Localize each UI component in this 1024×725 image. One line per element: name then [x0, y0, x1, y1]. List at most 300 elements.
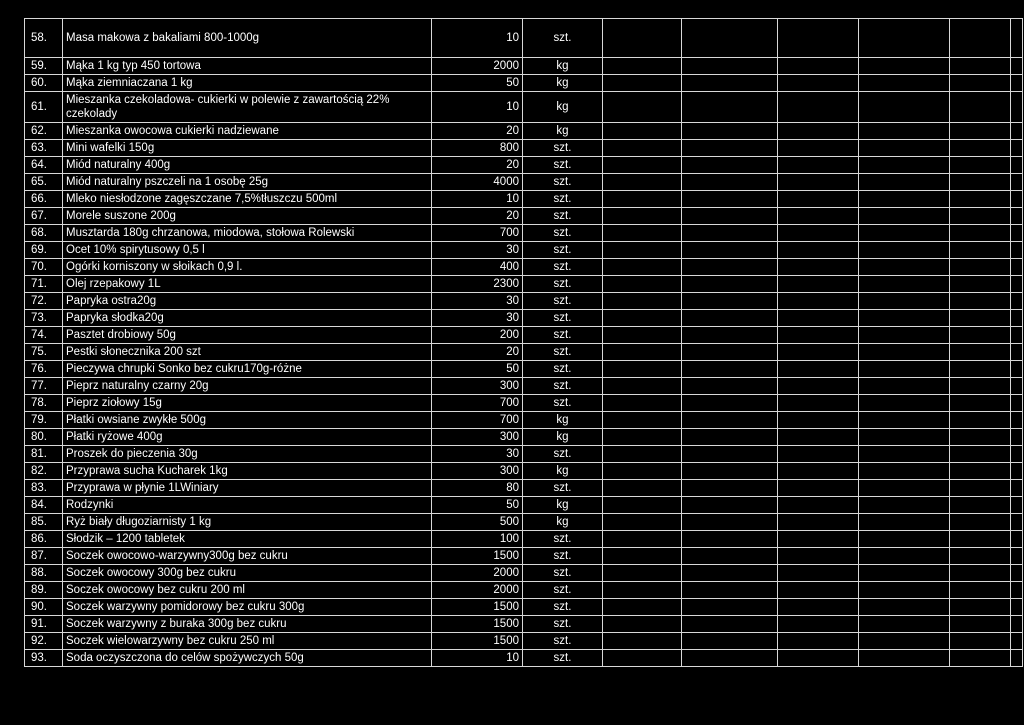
unit: szt.: [523, 174, 603, 191]
row-number: 75.: [25, 344, 63, 361]
empty-cell: [778, 344, 859, 361]
empty-cell: [603, 565, 682, 582]
unit: szt.: [523, 395, 603, 412]
empty-cell: [682, 582, 778, 599]
product-name: Olej rzepakowy 1L: [63, 276, 432, 293]
unit: kg: [523, 463, 603, 480]
row-number: 76.: [25, 361, 63, 378]
empty-cell: [859, 633, 950, 650]
unit: kg: [523, 514, 603, 531]
empty-cell: [778, 548, 859, 565]
row-number: 85.: [25, 514, 63, 531]
product-name: Pieprz ziołowy 15g: [63, 395, 432, 412]
empty-cell: [682, 140, 778, 157]
empty-cell: [1011, 531, 1023, 548]
quantity: 20: [432, 123, 523, 140]
row-number: 70.: [25, 259, 63, 276]
empty-cell: [859, 344, 950, 361]
row-number: 86.: [25, 531, 63, 548]
empty-cell: [778, 412, 859, 429]
product-name: Papryka ostra20g: [63, 293, 432, 310]
empty-cell: [603, 650, 682, 667]
empty-cell: [603, 497, 682, 514]
quantity: 50: [432, 75, 523, 92]
empty-cell: [603, 344, 682, 361]
empty-cell: [859, 616, 950, 633]
product-name: Słodzik – 1200 tabletek: [63, 531, 432, 548]
quantity: 4000: [432, 174, 523, 191]
unit: szt.: [523, 633, 603, 650]
quantity: 1500: [432, 633, 523, 650]
unit: szt.: [523, 208, 603, 225]
empty-cell: [778, 463, 859, 480]
quantity: 200: [432, 327, 523, 344]
quantity: 700: [432, 395, 523, 412]
quantity: 500: [432, 514, 523, 531]
row-number: 79.: [25, 412, 63, 429]
empty-cell: [1011, 514, 1023, 531]
empty-cell: [682, 327, 778, 344]
empty-cell: [950, 531, 1011, 548]
empty-cell: [1011, 242, 1023, 259]
empty-cell: [778, 310, 859, 327]
empty-cell: [950, 361, 1011, 378]
empty-cell: [603, 412, 682, 429]
empty-cell: [778, 123, 859, 140]
unit: kg: [523, 412, 603, 429]
empty-cell: [950, 412, 1011, 429]
unit: szt.: [523, 293, 603, 310]
empty-cell: [682, 616, 778, 633]
product-name: Musztarda 180g chrzanowa, miodowa, stołowa Rolewski: [63, 225, 432, 242]
empty-cell: [950, 463, 1011, 480]
empty-cell: [859, 123, 950, 140]
empty-cell: [778, 293, 859, 310]
product-name: Rodzynki: [63, 497, 432, 514]
empty-cell: [950, 327, 1011, 344]
empty-cell: [682, 242, 778, 259]
empty-cell: [682, 650, 778, 667]
empty-cell: [1011, 429, 1023, 446]
product-name: Papryka słodka20g: [63, 310, 432, 327]
row-number: 63.: [25, 140, 63, 157]
quantity: 10: [432, 650, 523, 667]
row-number: 66.: [25, 191, 63, 208]
product-name: Mieszanka czekoladowa- cukierki w polewie z zawartością 22% czekolady: [63, 92, 432, 123]
empty-cell: [950, 633, 1011, 650]
unit: szt.: [523, 480, 603, 497]
empty-cell: [778, 92, 859, 123]
empty-cell: [603, 174, 682, 191]
empty-cell: [682, 259, 778, 276]
empty-cell: [1011, 361, 1023, 378]
unit: kg: [523, 123, 603, 140]
empty-cell: [950, 19, 1011, 58]
empty-cell: [603, 123, 682, 140]
table-row: [25, 92, 1023, 123]
empty-cell: [603, 446, 682, 463]
table-row: [25, 19, 1023, 58]
empty-cell: [682, 92, 778, 123]
quantity: 700: [432, 225, 523, 242]
empty-cell: [682, 565, 778, 582]
empty-cell: [950, 514, 1011, 531]
empty-cell: [778, 565, 859, 582]
table-row: [25, 75, 1023, 92]
empty-cell: [1011, 310, 1023, 327]
empty-cell: [778, 276, 859, 293]
empty-cell: [603, 395, 682, 412]
empty-cell: [603, 276, 682, 293]
quantity: 300: [432, 429, 523, 446]
empty-cell: [682, 75, 778, 92]
empty-cell: [1011, 599, 1023, 616]
empty-cell: [603, 259, 682, 276]
empty-cell: [859, 446, 950, 463]
table-row: [25, 446, 1023, 463]
row-number: 68.: [25, 225, 63, 242]
unit: kg: [523, 497, 603, 514]
table-row: [25, 548, 1023, 565]
empty-cell: [682, 310, 778, 327]
table-row: [25, 242, 1023, 259]
unit: szt.: [523, 616, 603, 633]
product-name: Pestki słonecznika 200 szt: [63, 344, 432, 361]
empty-cell: [859, 514, 950, 531]
product-name: Miód naturalny pszczeli na 1 osobę 25g: [63, 174, 432, 191]
empty-cell: [1011, 140, 1023, 157]
empty-cell: [1011, 582, 1023, 599]
empty-cell: [859, 242, 950, 259]
empty-cell: [603, 378, 682, 395]
empty-cell: [682, 293, 778, 310]
product-name: Soczek wielowarzywny bez cukru 250 ml: [63, 633, 432, 650]
empty-cell: [950, 310, 1011, 327]
table-row: [25, 412, 1023, 429]
unit: szt.: [523, 361, 603, 378]
empty-cell: [682, 344, 778, 361]
empty-cell: [950, 75, 1011, 92]
empty-cell: [1011, 378, 1023, 395]
empty-cell: [778, 242, 859, 259]
empty-cell: [603, 310, 682, 327]
empty-cell: [950, 497, 1011, 514]
empty-cell: [778, 174, 859, 191]
empty-cell: [778, 514, 859, 531]
empty-cell: [778, 157, 859, 174]
quantity: 20: [432, 208, 523, 225]
empty-cell: [859, 208, 950, 225]
empty-cell: [778, 259, 859, 276]
product-table: [24, 18, 1023, 667]
empty-cell: [603, 242, 682, 259]
empty-cell: [1011, 157, 1023, 174]
row-number: 67.: [25, 208, 63, 225]
product-name: Soczek owocowy bez cukru 200 ml: [63, 582, 432, 599]
unit: szt.: [523, 344, 603, 361]
table-row: [25, 395, 1023, 412]
empty-cell: [950, 599, 1011, 616]
empty-cell: [778, 140, 859, 157]
empty-cell: [859, 19, 950, 58]
empty-cell: [950, 208, 1011, 225]
empty-cell: [682, 497, 778, 514]
unit: szt.: [523, 327, 603, 344]
product-name: Morele suszone 200g: [63, 208, 432, 225]
table-row: [25, 463, 1023, 480]
empty-cell: [950, 157, 1011, 174]
empty-cell: [859, 191, 950, 208]
unit: szt.: [523, 565, 603, 582]
empty-cell: [950, 276, 1011, 293]
empty-cell: [859, 548, 950, 565]
table-row: [25, 140, 1023, 157]
empty-cell: [859, 140, 950, 157]
empty-cell: [859, 378, 950, 395]
empty-cell: [950, 548, 1011, 565]
quantity: 20: [432, 157, 523, 174]
row-number: 61.: [25, 92, 63, 123]
product-name: Mąka 1 kg typ 450 tortowa: [63, 58, 432, 75]
empty-cell: [1011, 480, 1023, 497]
empty-cell: [859, 327, 950, 344]
empty-cell: [859, 480, 950, 497]
empty-cell: [1011, 19, 1023, 58]
empty-cell: [859, 497, 950, 514]
empty-cell: [778, 582, 859, 599]
empty-cell: [682, 123, 778, 140]
row-number: 88.: [25, 565, 63, 582]
empty-cell: [778, 633, 859, 650]
empty-cell: [603, 157, 682, 174]
product-name: Mieszanka owocowa cukierki nadziewane: [63, 123, 432, 140]
empty-cell: [1011, 548, 1023, 565]
unit: szt.: [523, 19, 603, 58]
empty-cell: [682, 395, 778, 412]
table-row: [25, 633, 1023, 650]
empty-cell: [682, 429, 778, 446]
row-number: 71.: [25, 276, 63, 293]
quantity: 1500: [432, 599, 523, 616]
row-number: 62.: [25, 123, 63, 140]
empty-cell: [682, 276, 778, 293]
product-name: Pieczywa chrupki Sonko bez cukru170g-różne: [63, 361, 432, 378]
unit: kg: [523, 92, 603, 123]
unit: szt.: [523, 276, 603, 293]
empty-cell: [1011, 174, 1023, 191]
empty-cell: [778, 497, 859, 514]
product-name: Soczek warzywny pomidorowy bez cukru 300g: [63, 599, 432, 616]
empty-cell: [778, 429, 859, 446]
empty-cell: [682, 531, 778, 548]
table-row: [25, 429, 1023, 446]
product-name: Soda oczyszczona do celów spożywczych 50g: [63, 650, 432, 667]
quantity: 30: [432, 293, 523, 310]
empty-cell: [682, 378, 778, 395]
empty-cell: [950, 225, 1011, 242]
quantity: 2000: [432, 582, 523, 599]
empty-cell: [1011, 58, 1023, 75]
empty-cell: [859, 293, 950, 310]
empty-cell: [1011, 344, 1023, 361]
empty-cell: [1011, 208, 1023, 225]
row-number: 58.: [25, 19, 63, 58]
quantity: 700: [432, 412, 523, 429]
table-row: [25, 191, 1023, 208]
product-name: Ryż biały długoziarnisty 1 kg: [63, 514, 432, 531]
quantity: 300: [432, 378, 523, 395]
empty-cell: [950, 293, 1011, 310]
empty-cell: [603, 140, 682, 157]
product-name: Płatki ryżowe 400g: [63, 429, 432, 446]
unit: kg: [523, 429, 603, 446]
empty-cell: [682, 361, 778, 378]
empty-cell: [778, 191, 859, 208]
product-name: Pasztet drobiowy 50g: [63, 327, 432, 344]
table-row: [25, 531, 1023, 548]
empty-cell: [950, 565, 1011, 582]
empty-cell: [682, 412, 778, 429]
row-number: 93.: [25, 650, 63, 667]
quantity: 50: [432, 497, 523, 514]
empty-cell: [778, 327, 859, 344]
empty-cell: [603, 293, 682, 310]
quantity: 2000: [432, 58, 523, 75]
unit: szt.: [523, 599, 603, 616]
empty-cell: [603, 327, 682, 344]
empty-cell: [1011, 616, 1023, 633]
unit: szt.: [523, 446, 603, 463]
unit: szt.: [523, 191, 603, 208]
product-name: Mleko niesłodzone zagęszczane 7,5%tłuszczu 500ml: [63, 191, 432, 208]
row-number: 78.: [25, 395, 63, 412]
empty-cell: [1011, 75, 1023, 92]
unit: szt.: [523, 225, 603, 242]
empty-cell: [603, 463, 682, 480]
empty-cell: [682, 633, 778, 650]
quantity: 400: [432, 259, 523, 276]
empty-cell: [950, 259, 1011, 276]
product-name: Miód naturalny 400g: [63, 157, 432, 174]
empty-cell: [603, 75, 682, 92]
empty-cell: [950, 140, 1011, 157]
row-number: 81.: [25, 446, 63, 463]
empty-cell: [950, 174, 1011, 191]
unit: szt.: [523, 531, 603, 548]
empty-cell: [950, 616, 1011, 633]
unit: szt.: [523, 242, 603, 259]
quantity: 10: [432, 19, 523, 58]
table-row: [25, 276, 1023, 293]
row-number: 65.: [25, 174, 63, 191]
quantity: 80: [432, 480, 523, 497]
row-number: 91.: [25, 616, 63, 633]
empty-cell: [778, 650, 859, 667]
unit: kg: [523, 58, 603, 75]
empty-cell: [859, 276, 950, 293]
empty-cell: [859, 463, 950, 480]
empty-cell: [1011, 446, 1023, 463]
product-name: Ocet 10% spirytusowy 0,5 l: [63, 242, 432, 259]
empty-cell: [603, 58, 682, 75]
empty-cell: [778, 361, 859, 378]
empty-cell: [859, 412, 950, 429]
quantity: 30: [432, 242, 523, 259]
empty-cell: [603, 429, 682, 446]
empty-cell: [682, 548, 778, 565]
quantity: 50: [432, 361, 523, 378]
empty-cell: [1011, 633, 1023, 650]
unit: szt.: [523, 582, 603, 599]
empty-cell: [859, 92, 950, 123]
empty-cell: [682, 191, 778, 208]
unit: kg: [523, 75, 603, 92]
empty-cell: [950, 582, 1011, 599]
row-number: 90.: [25, 599, 63, 616]
empty-cell: [682, 58, 778, 75]
row-number: 82.: [25, 463, 63, 480]
table-row: [25, 327, 1023, 344]
empty-cell: [859, 361, 950, 378]
unit: szt.: [523, 548, 603, 565]
empty-cell: [950, 446, 1011, 463]
empty-cell: [1011, 225, 1023, 242]
table-row: [25, 361, 1023, 378]
row-number: 60.: [25, 75, 63, 92]
table-row: [25, 157, 1023, 174]
row-number: 64.: [25, 157, 63, 174]
empty-cell: [778, 531, 859, 548]
empty-cell: [603, 19, 682, 58]
product-name: Mąka ziemniaczana 1 kg: [63, 75, 432, 92]
empty-cell: [1011, 650, 1023, 667]
empty-cell: [1011, 497, 1023, 514]
row-number: 59.: [25, 58, 63, 75]
quantity: 300: [432, 463, 523, 480]
empty-cell: [778, 75, 859, 92]
empty-cell: [603, 633, 682, 650]
empty-cell: [603, 514, 682, 531]
empty-cell: [950, 395, 1011, 412]
row-number: 72.: [25, 293, 63, 310]
table-row: [25, 565, 1023, 582]
unit: szt.: [523, 310, 603, 327]
table-row: [25, 480, 1023, 497]
quantity: 800: [432, 140, 523, 157]
empty-cell: [950, 480, 1011, 497]
empty-cell: [1011, 92, 1023, 123]
empty-cell: [859, 650, 950, 667]
unit: szt.: [523, 650, 603, 667]
empty-cell: [682, 208, 778, 225]
row-number: 84.: [25, 497, 63, 514]
empty-cell: [682, 225, 778, 242]
empty-cell: [950, 344, 1011, 361]
empty-cell: [950, 242, 1011, 259]
empty-cell: [682, 480, 778, 497]
table-row: [25, 378, 1023, 395]
quantity: 30: [432, 310, 523, 327]
row-number: 89.: [25, 582, 63, 599]
empty-cell: [778, 446, 859, 463]
empty-cell: [603, 92, 682, 123]
quantity: 10: [432, 92, 523, 123]
row-number: 74.: [25, 327, 63, 344]
empty-cell: [1011, 565, 1023, 582]
product-name: Soczek owocowy 300g bez cukru: [63, 565, 432, 582]
empty-cell: [950, 123, 1011, 140]
table-row: [25, 310, 1023, 327]
